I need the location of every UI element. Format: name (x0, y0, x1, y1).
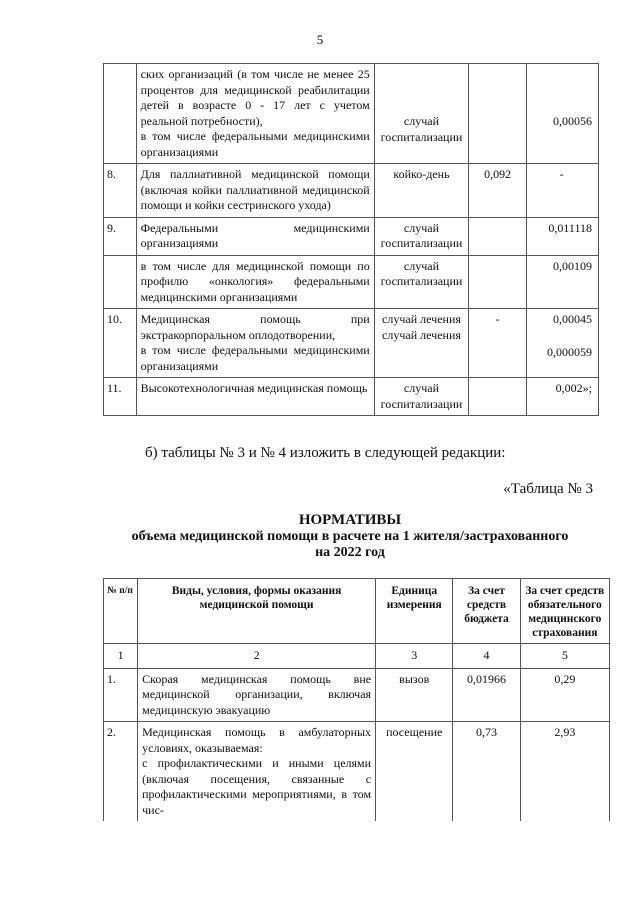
row-unit: посещение (376, 722, 453, 822)
row-description-part: в том числе федеральными медицинскими организациями (140, 343, 370, 373)
column-index: 3 (376, 644, 453, 669)
table-row (104, 722, 610, 822)
table-normatives (103, 578, 610, 821)
row-number: 2. (104, 722, 138, 822)
row-unit: вызов (376, 668, 453, 722)
row-number: 9. (104, 217, 137, 255)
column-index: 4 (453, 644, 520, 669)
table-row (104, 378, 599, 416)
row-oms-value-part: 0,000059 (547, 344, 592, 359)
row-oms-value: 2,93 (520, 722, 609, 822)
row-unit-part: случай лечения (382, 312, 461, 326)
row-oms-value: 0,29 (520, 668, 609, 722)
row-number (104, 255, 137, 309)
column-header-unit: Единица измерения (376, 579, 453, 644)
row-oms-value: 0,00056 (527, 64, 599, 164)
row-unit: койко-день (374, 164, 468, 218)
table-continuation (103, 63, 599, 416)
row-oms-value: - (527, 164, 599, 218)
row-budget-value (469, 255, 527, 309)
row-unit: случай госпитализации (374, 255, 468, 309)
column-index: 1 (104, 644, 138, 669)
row-description: Скорая медицинская помощь вне медицинской организации, включая медицинскую эвакуацию (138, 668, 376, 722)
row-number: 11. (104, 378, 137, 416)
column-header-oms: За счет средств обязательного медицинского страхования (520, 579, 609, 644)
row-description: Для паллиативной медицинской помощи (включая койки паллиативной медицинской помощи и койки сестринского ухода) (136, 164, 374, 218)
column-index: 2 (138, 644, 376, 669)
row-description: ских организаций (в том числе не менее 25 процентов для медицинской реабилитации детей в возрасте 0 - 17 лет с учетом реальной потребности), в том числе федеральными медицинскими организациями (136, 64, 374, 164)
row-unit: случай госпитализации (374, 378, 468, 416)
row-budget-value (469, 64, 527, 164)
row-oms-value-part: 0,00045 (553, 312, 592, 326)
table-reference: «Таблица № 3 (503, 481, 593, 497)
page-number: 5 (316, 32, 324, 47)
row-oms-value: 0,011118 (527, 217, 599, 255)
row-description: Федеральными медицинскими организациями (136, 217, 374, 255)
table-index-row (104, 644, 610, 669)
document-subtitle-year: на 2022 год (315, 545, 385, 560)
row-budget-value: 0,73 (453, 722, 520, 822)
row-description (136, 309, 374, 378)
table-row (104, 164, 599, 218)
row-number: 1. (104, 668, 138, 722)
table-row (104, 309, 599, 378)
row-number (104, 64, 137, 164)
column-header-budget: За счет средств бюджета (453, 579, 520, 644)
row-budget-value: 0,01966 (453, 668, 520, 722)
column-index: 5 (520, 644, 609, 669)
table-row (104, 668, 610, 722)
row-oms-value: 0,002»; (527, 378, 599, 416)
row-budget-value: 0,092 (469, 164, 527, 218)
row-number: 10. (104, 309, 137, 378)
row-description: Высокотехнологичная медицинская помощь (136, 378, 374, 416)
row-number: 8. (104, 164, 137, 218)
row-budget-value (469, 217, 527, 255)
table-row (104, 217, 599, 255)
table-row (104, 255, 599, 309)
row-description-part: Медицинская помощь при экстракорпоральном оплодотворении, (140, 312, 370, 342)
table-row (104, 64, 599, 164)
column-header-number: № п/п (104, 579, 138, 644)
row-unit: случай госпитализации (374, 64, 468, 164)
row-oms-value (527, 309, 599, 378)
row-oms-value: 0,00109 (527, 255, 599, 309)
document-subtitle: объема медицинской помощи в расчете на 1 жителя/застрахованного (131, 529, 569, 544)
row-budget-value (469, 378, 527, 416)
row-unit (374, 309, 468, 378)
row-unit-part: случай лечения (382, 327, 461, 342)
instruction-text: б) таблицы № 3 и № 4 изложить в следующей редакции: (145, 445, 506, 461)
table-header-row (104, 579, 610, 644)
document-title: НОРМАТИВЫ (298, 512, 402, 528)
row-description: Медицинская помощь в амбулаторных условиях, оказываемая: с профилактическими и иными целями (включая посещения, связанные с профилактическими мероприятиями, в том чис- (138, 722, 376, 822)
row-unit: случай госпитализации (374, 217, 468, 255)
row-budget-value: - (469, 309, 527, 378)
column-header-type: Виды, условия, формы оказания медицинской помощи (138, 579, 376, 644)
row-description: в том числе для медицинской помощи по профилю «онкология» федеральными медицинскими организациями (136, 255, 374, 309)
